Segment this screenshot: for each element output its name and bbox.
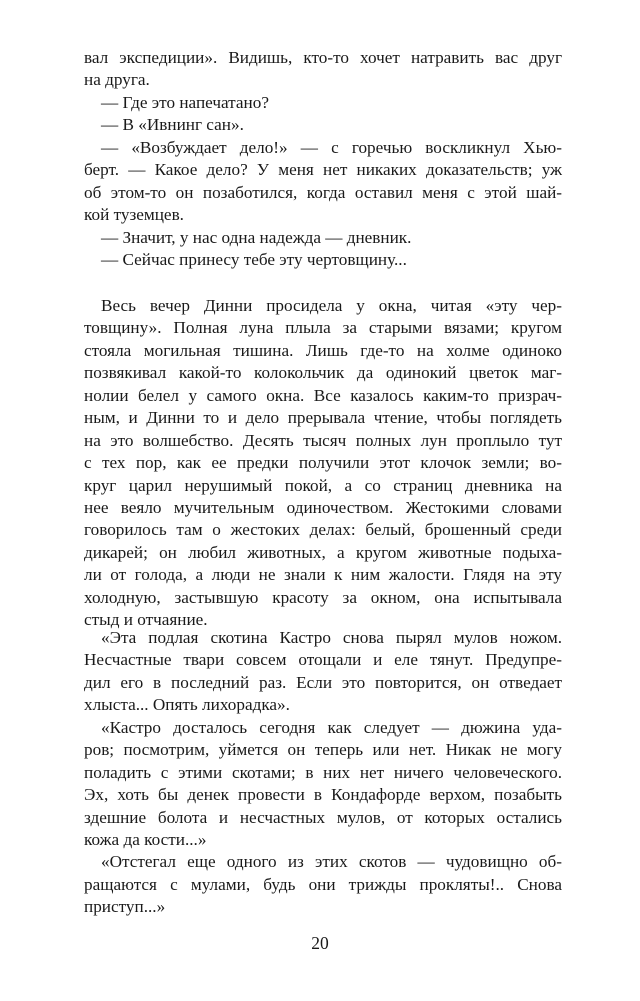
text-line: стыд и отчаяние.	[84, 610, 208, 630]
text-line: — Сейчас принесу тебе эту чертовщину...	[101, 249, 407, 269]
text-line: ращаются с мулами, будь они трижды прокляты!.. Снова	[84, 874, 562, 894]
text-line: дил его в последний раз. Если это повторится, он отведает	[84, 672, 562, 692]
text-line: «Кастро досталось сегодня как следует — дюжина уда-	[101, 717, 562, 737]
text-line: ным, и Динни то и дело прерывала чтение, чтобы поглядеть	[84, 408, 562, 428]
text-line: кожа да кости...»	[84, 829, 207, 849]
text-line: поладить с этими скотами; в них нет ничего человеческого.	[84, 762, 562, 782]
text-line: на это волшебство. Десять тысяч полных лун проплыло тут	[84, 430, 562, 450]
text-line: берт. — Какое дело? У меня нет никаких доказательств; уж	[84, 160, 562, 180]
text-line: нолии белел у самого окна. Все казалось каким-то призрач-	[84, 385, 562, 405]
text-line: говорилось там о жестоких делах: белый, брошенный среди	[84, 520, 562, 540]
text-line: товщину». Полная луна плыла за старыми вязами; кругом	[84, 318, 562, 338]
text-line: с тех пор, как ее предки получили этот клочок земли; во-	[84, 453, 562, 473]
text-line: Эх, хоть бы денек провести в Кондафорде верхом, позабыть	[84, 785, 562, 805]
text-line: стояла могильная тишина. Лишь где-то на холме одиноко	[84, 340, 562, 360]
text-line: на друга.	[84, 70, 150, 90]
text-line: — В «Ивнинг сан».	[101, 115, 244, 135]
diary-excerpt-block	[84, 627, 562, 919]
text-line: здешние болота и несчастных мулов, от которых остались	[84, 807, 562, 827]
text-line: приступ...»	[84, 897, 166, 917]
page-number: 20	[311, 933, 329, 953]
text-line: хлыста... Опять лихорадка».	[84, 695, 290, 715]
text-line: — Значит, у нас одна надежда — дневник.	[101, 227, 412, 247]
dialogue-block	[84, 47, 562, 271]
text-line: — Где это напечатано?	[101, 92, 269, 112]
text-line: «Отстегал еще одного из этих скотов — чудовищно об-	[101, 852, 562, 872]
text-line: позвякивал какой-то колокольчик да одинокий цветок маг-	[84, 363, 562, 383]
narrative-paragraph	[84, 295, 562, 632]
text-line: вал экспедиции». Видишь, кто-то хочет натравить вас друг	[84, 48, 562, 67]
text-line: нее веяло мучительным одиночеством. Жестокими словами	[84, 497, 562, 517]
text-line: круг царил нерушимый покой, а со страниц дневника на	[84, 475, 562, 495]
text-line: «Эта подлая скотина Кастро снова пырял мулов ножом.	[101, 628, 562, 647]
text-line: дикарей; он любил животных, а кругом животные подыха-	[84, 542, 562, 562]
text-line: Весь вечер Динни просидела у окна, читая «эту чер-	[101, 296, 562, 315]
text-line: холодную, застывшую красоту за окном, она испытывала	[84, 587, 562, 607]
text-line: об этом-то он позаботился, когда оставил меня с этой шай-	[84, 182, 562, 202]
text-line: Несчастные твари совсем отощали и еле тянут. Предупре-	[84, 650, 562, 670]
text-line: — «Возбуждает дело!» — с горечью воскликнул Хью-	[101, 137, 562, 157]
text-line: ров; посмотрим, уймется он теперь или нет. Никак не могу	[84, 740, 562, 760]
text-line: ли от голода, а люди не знали к ним жалости. Глядя на эту	[84, 565, 562, 585]
text-line: кой туземцев.	[84, 205, 184, 225]
